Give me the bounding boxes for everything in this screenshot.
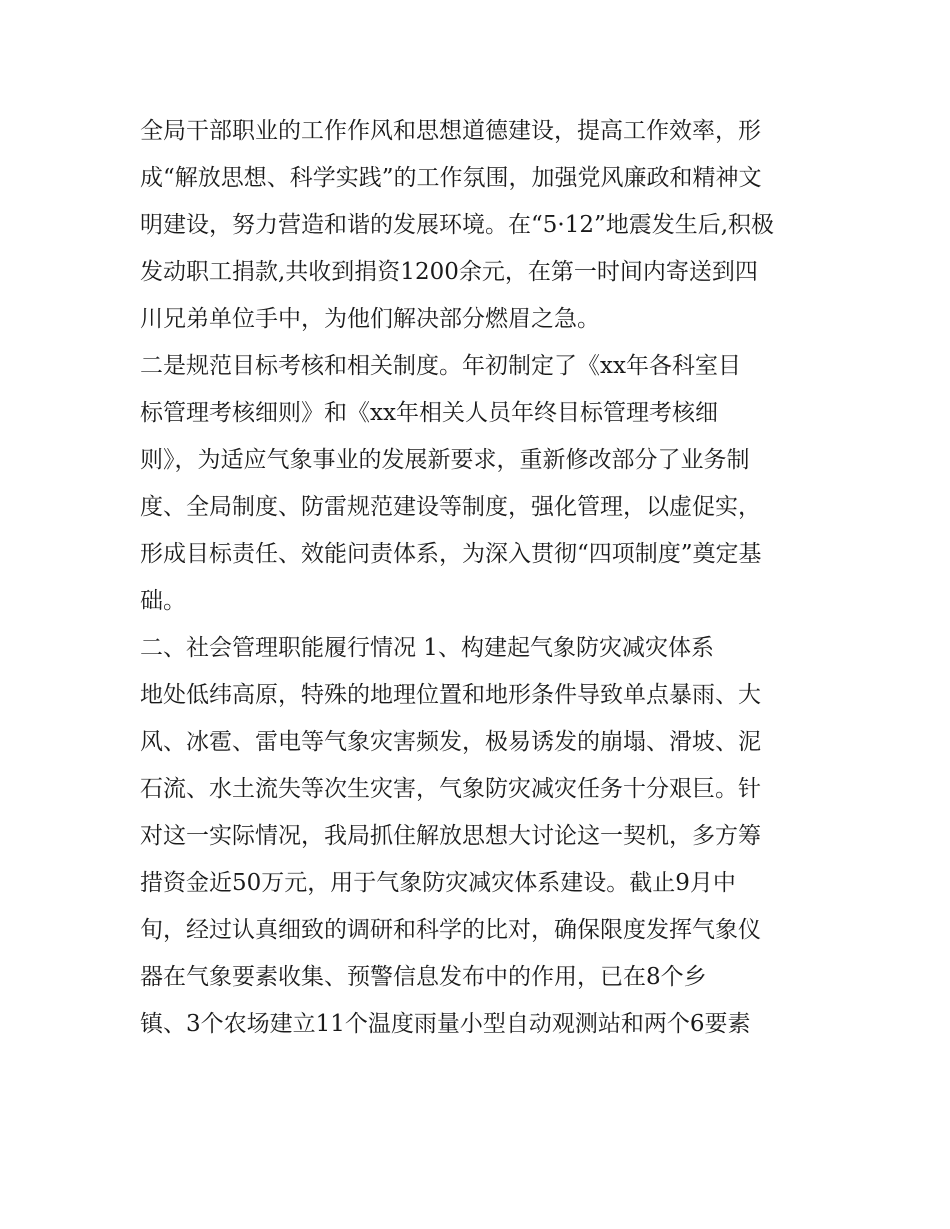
text-line: 础。 [140,588,186,614]
text-line: 形成目标责任、效能问责体系，为深入贯彻“四项制度”奠定基 [140,541,762,567]
section-heading: 二、社会管理职能履行情况 1、构建起气象防灾减灾体系 [140,635,714,661]
text-line: 标管理考核细则》和《xx年相关人员年终目标管理考核细 [140,400,718,426]
body-text [140,108,820,1048]
text-line: 措资金近50万元，用于气象防灾减灾体系建设。截止9月中 [140,870,736,896]
text-line: 旬，经过认真细致的调研和科学的比对，确保限度发挥气象仪 [140,917,761,943]
text-line: 明建设，努力营造和谐的发展环境。在“5·12”地震发生后,积极 [140,212,775,238]
text-line: 石流、水土流失等次生灾害，气象防灾减灾任务十分艰巨。针 [140,776,761,802]
text-line: 则》，为适应气象事业的发展新要求，重新修改部分了业务制 [140,447,750,473]
text-line: 风、冰雹、雷电等气象灾害频发，极易诱发的崩塌、滑坡、泥 [140,729,761,755]
text-line: 对这一实际情况，我局抓住解放思想大讨论这一契机，多方筹 [140,823,761,849]
text-line: 器在气象要素收集、预警信息发布中的作用，已在8个乡 [140,964,707,990]
text-line: 地处低纬高原，特殊的地理位置和地形条件导致单点暴雨、大 [140,682,761,708]
text-line: 全局干部职业的工作作风和思想道德建设，提高工作效率，形 [140,118,761,144]
text-line: 成“解放思想、科学实践”的工作氛围，加强党风廉政和精神文 [140,165,762,191]
text-line: 二是规范目标考核和相关制度。年初制定了《xx年各科室目 [140,353,741,379]
text-line: 镇、3个农场建立11个温度雨量小型自动观测站和两个6要素 [140,1011,751,1037]
text-line: 川兄弟单位手中，为他们解决部分燃眉之急。 [140,306,600,332]
text-line: 度、全局制度、防雷规范建设等制度，强化管理，以虚促实， [140,494,761,520]
text-line: 发动职工捐款,共收到捐资1200余元，在第一时间内寄送到四 [140,259,758,285]
